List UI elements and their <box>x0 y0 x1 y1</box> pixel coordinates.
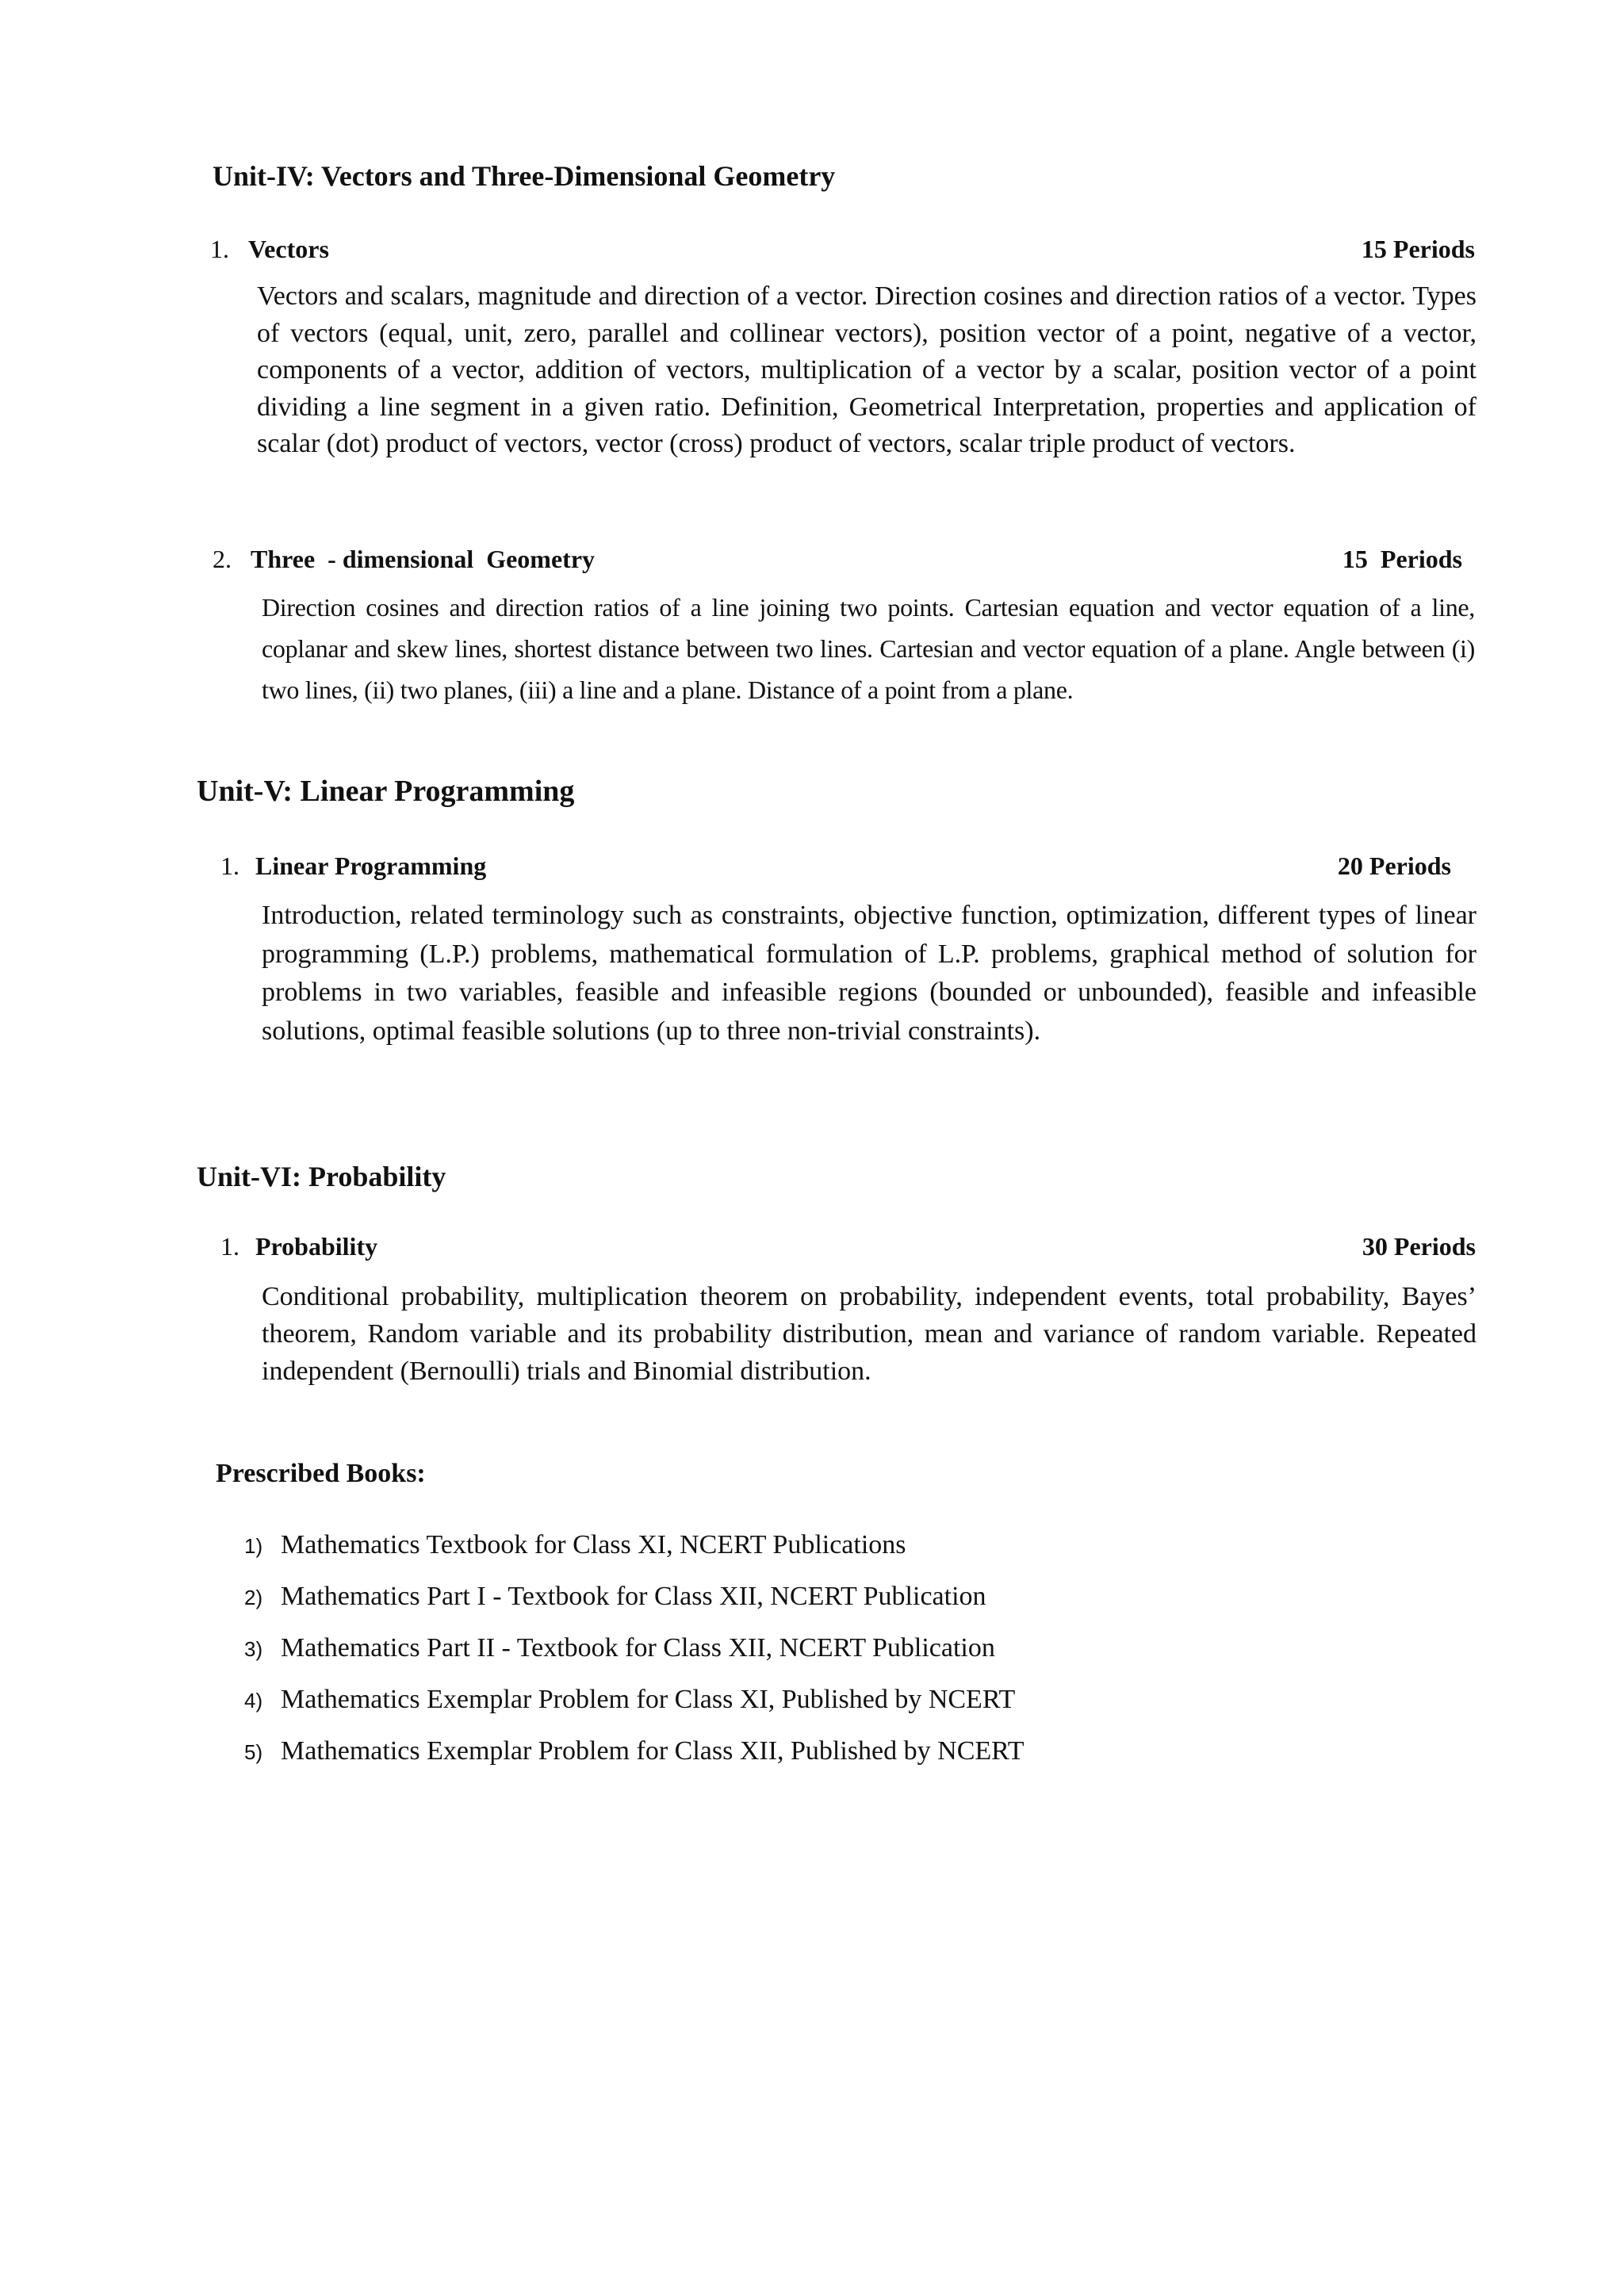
book-item <box>244 1529 1025 1580</box>
topic-3d-geometry-heading <box>213 543 595 575</box>
topic-3d-geometry-periods: 15 Periods <box>1342 545 1462 573</box>
topic-linear-programming-heading <box>220 850 486 882</box>
topic-linear-programming-content: Introduction, related terminology such as constraints, objective function, optimization, different types of linear programming (L.P.) problems, mathematical formulation of L.P. problems, graphical method of solution for problems in two variables, feasible and infeasible regions (bounded or unbounded), feasible and infeasible solutions, optimal feasible solutions (up to three non-trivial constraints). <box>262 901 1477 1046</box>
book-item <box>244 1735 1025 1786</box>
book-title: Mathematics Textbook for Class XI, NCERT Publications <box>281 1530 906 1559</box>
topic-linear-programming-periods: 20 Periods <box>1337 851 1451 880</box>
book-title: Mathematics Part I - Textbook for Class XII, NCERT Publication <box>281 1582 986 1611</box>
unit-iv-title: Unit-IV: Vectors and Three-Dimensional Geometry <box>213 160 836 192</box>
book-number: 3) <box>244 1637 263 1661</box>
book-title: Mathematics Part II - Textbook for Class XII, NCERT Publication <box>281 1633 995 1663</box>
topic-name: Vectors <box>248 235 329 263</box>
topic-vectors-periods: 15 Periods <box>1361 235 1475 263</box>
prescribed-books-list <box>244 1529 1025 1786</box>
book-item <box>244 1683 1025 1735</box>
topic-probability-heading <box>220 1230 377 1262</box>
book-title: Mathematics Exemplar Problem for Class XII, Published by NCERT <box>281 1736 1025 1766</box>
topic-vectors-heading <box>210 233 329 265</box>
topic-number: 1. <box>220 851 239 880</box>
book-number: 5) <box>244 1740 263 1764</box>
topic-number: 1. <box>220 1232 239 1261</box>
book-number: 2) <box>244 1586 263 1609</box>
book-item <box>244 1632 1025 1683</box>
topic-3d-geometry-content: Direction cosines and direction ratios of a line joining two points. Cartesian equation and vector equation of a line, coplanar and skew lines, shortest distance between two lines. Cartesian and vector equation of a plane. Angle between (i) two lines, (ii) two planes, (iii) a line and a plane. Distance of a point from a plane. <box>262 593 1475 704</box>
topic-probability-periods: 30 Periods <box>1362 1232 1476 1261</box>
topic-name: Probability <box>255 1232 378 1261</box>
topic-number: 2. <box>213 545 232 573</box>
topic-name: Three - dimensional Geometry <box>251 545 596 573</box>
book-title: Mathematics Exemplar Problem for Class XI, Published by NCERT <box>281 1685 1016 1714</box>
topic-number: 1. <box>210 235 229 263</box>
prescribed-books-title: Prescribed Books: <box>216 1459 426 1488</box>
topic-probability-content: Conditional probability, multiplication theorem on probability, independent events, total probability, Bayes’ theorem, Random variable and its probability distribution, mean and variance of random variable. Repeated independent (Bernoulli) trials and Binomial distribution. <box>262 1282 1477 1386</box>
book-number: 4) <box>244 1689 263 1712</box>
unit-vi-title: Unit-VI: Probability <box>197 1161 446 1192</box>
book-item <box>244 1580 1025 1632</box>
topic-name: Linear Programming <box>255 851 487 880</box>
book-number: 1) <box>244 1534 263 1558</box>
topic-vectors-content: Vectors and scalars, magnitude and direction of a vector. Direction cosines and direction ratios of a vector. Types of vectors (equal, unit, zero, parallel and collinear vectors), position vector of a point, negative of a vector, components of a vector, addition of vectors, multiplication of a vector by a scalar, position vector of a point dividing a line segment in a given ratio. Definition, Geometrical Interpretation, properties and application of scalar (dot) product of vectors, vector (cross) product of vectors, scalar triple product of vectors. <box>257 281 1477 458</box>
unit-v-title: Unit-V: Linear Programming <box>197 775 575 808</box>
